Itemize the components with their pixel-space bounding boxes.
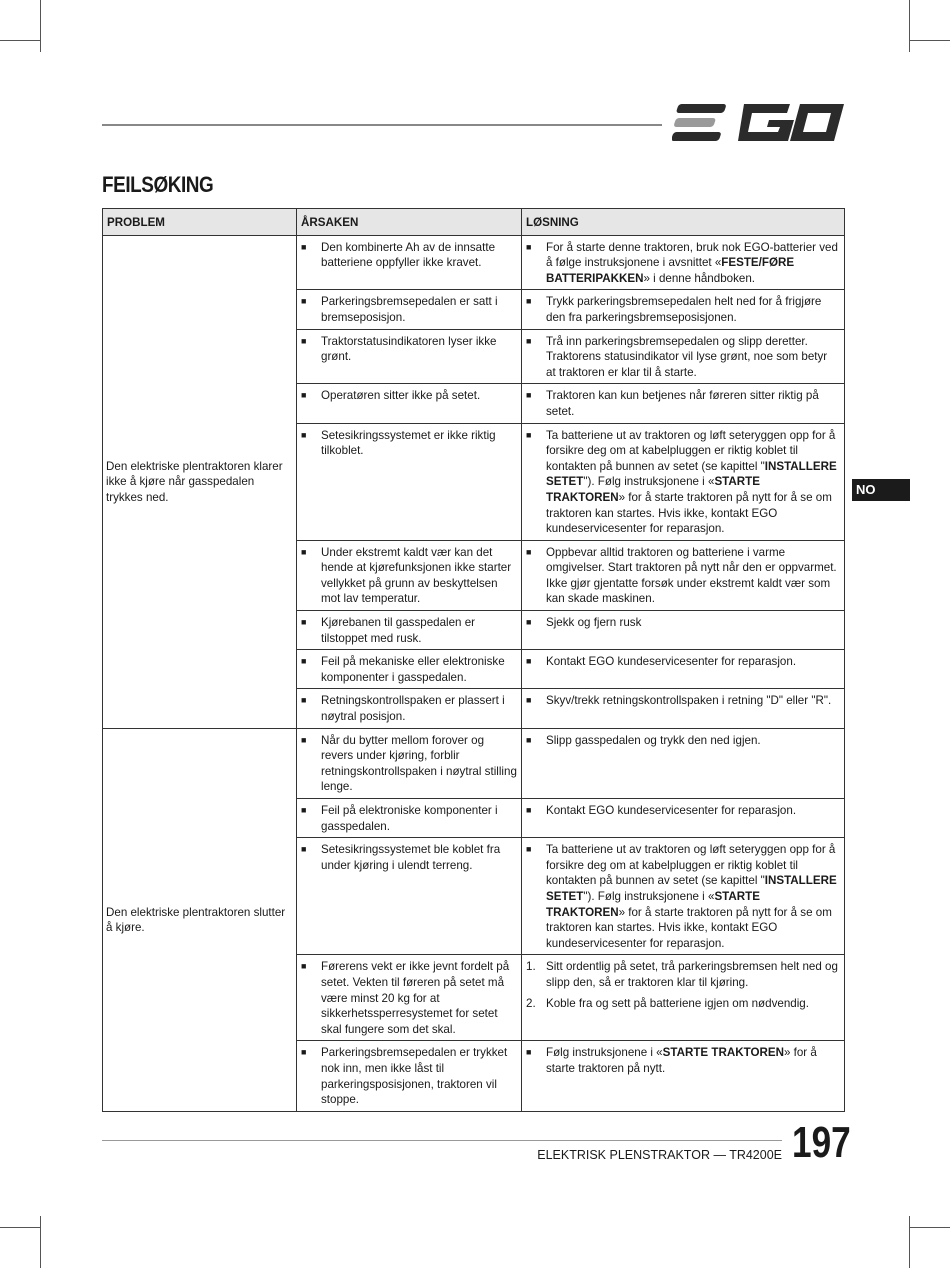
language-tab: NO <box>852 479 910 501</box>
bullet-icon: ■ <box>301 805 307 815</box>
bullet-icon: ■ <box>526 805 532 815</box>
solution-cell: ■ Kontakt EGO kundeservicesenter for reparasjon. <box>522 799 845 838</box>
bullet-icon: ■ <box>301 241 307 252</box>
solution-cell: ■ Slipp gasspedalen og trykk den ned igjen. <box>522 728 845 798</box>
cause-cell: ■ Traktorstatusindikatoren lyser ikke grønt. <box>297 329 522 384</box>
cause-cell: ■ Førerens vekt er ikke jevnt fordelt på setet. Vekten til føreren på setet må være minst 20 kg for at sikkerhetssperresystemet for setet skal fungere som det skal. <box>297 955 522 1041</box>
table-row <box>103 235 845 290</box>
numbered-step: 1. Sitt ordentlig på setet, trå parkeringsbremsen helt ned og slipp den, så er traktoren klar til kjøring. <box>526 960 838 989</box>
numbered-step: 2. Koble fra og sett på batteriene igjen om nødvendig. <box>526 996 809 1010</box>
cause-cell: ■ Operatøren sitter ikke på setet. <box>297 384 522 423</box>
solution-cell: ■ Følg instruksjonene i «STARTE TRAKTOREN» for å starte traktoren på nytt. <box>522 1041 845 1111</box>
solution-cell <box>522 955 845 1041</box>
solution-cell: ■ Ta batteriene ut av traktoren og løft seteryggen opp for å forsikre deg om at kabelpluggen er riktig koblet til kontakten på bunnen av setet (se kapittel "INSTALLERE SETET"). Følg instruksjonene i «STARTE TRAKTOREN» for å starte traktoren på nytt for å se om traktoren kan startes. Hvis ikke, kontakt EGO kundeservicesenter for reparasjon. <box>522 423 845 540</box>
header-solution: LØSNING <box>522 209 845 236</box>
bullet-icon: ■ <box>526 546 532 557</box>
solution-cell: ■ Kontakt EGO kundeservicesenter for reparasjon. <box>522 650 845 689</box>
solution-cell: ■ Skyv/trekk retningskontrollspaken i retning "D" eller "R". <box>522 689 845 728</box>
cause-cell: ■ Parkeringsbremsepedalen er trykket nok inn, men ikke låst til parkeringsposisjonen, traktoren vil stoppe. <box>297 1041 522 1111</box>
bullet-icon: ■ <box>526 734 532 745</box>
cause-cell: ■ Når du bytter mellom forover og revers under kjøring, forblir retningskontrollspaken i nøytral stilling lenge. <box>297 728 522 798</box>
bullet-icon: ■ <box>526 241 532 252</box>
bullet-icon: ■ <box>301 695 307 706</box>
crop-mark <box>40 1216 41 1268</box>
section-title: FEILSØKING <box>102 172 214 197</box>
solution-cell: ■ Oppbevar alltid traktoren og batteriene i varme omgivelser. Start traktoren på nytt når den er oppvarmet. Ikke gjør gjentatte forsøk under ekstremt kaldt vær som kan skade maskinen. <box>522 540 845 610</box>
bullet-icon: ■ <box>301 429 307 440</box>
footer-rule <box>102 1140 782 1141</box>
bullet-icon: ■ <box>526 335 532 346</box>
footer-product-name: ELEKTRISK PLENSTRAKTOR — TR4200E <box>537 1148 782 1162</box>
bullet-icon: ■ <box>526 1047 532 1058</box>
header-problem: PROBLEM <box>103 209 297 236</box>
problem-cell: Den elektriske plentraktoren klarer ikke å kjøre når gasspedalen trykkes ned. <box>103 235 297 728</box>
bullet-icon: ■ <box>301 656 307 667</box>
troubleshooting-table <box>102 208 845 1112</box>
bullet-icon: ■ <box>301 390 307 401</box>
bullet-icon: ■ <box>526 617 532 628</box>
solution-cell: ■ Sjekk og fjern rusk <box>522 611 845 650</box>
solution-cell: ■ Trykk parkeringsbremsepedalen helt ned for å frigjøre den fra parkeringsbremseposisjonen. <box>522 290 845 329</box>
bullet-icon: ■ <box>301 335 307 346</box>
header-rule <box>102 124 662 126</box>
bullet-icon: ■ <box>301 617 307 628</box>
cause-cell: ■ Feil på mekaniske eller elektroniske komponenter i gasspedalen. <box>297 650 522 689</box>
crop-mark <box>909 0 910 52</box>
cause-cell: ■ Feil på elektroniske komponenter i gasspedalen. <box>297 799 522 838</box>
crop-mark <box>910 1227 950 1228</box>
bullet-icon: ■ <box>526 844 532 855</box>
cause-cell: ■ Kjørebanen til gasspedalen er tilstoppet med rusk. <box>297 611 522 650</box>
bullet-icon: ■ <box>301 296 307 307</box>
cause-cell: ■ Setesikringssystemet er ikke riktig tilkoblet. <box>297 423 522 540</box>
problem-cell: Den elektriske plentraktoren slutter å kjøre. <box>103 728 297 1111</box>
cause-cell: ■ Setesikringssystemet ble koblet fra under kjøring i ulendt terreng. <box>297 838 522 955</box>
bullet-icon: ■ <box>301 546 307 557</box>
bullet-icon: ■ <box>526 429 532 440</box>
crop-mark <box>0 1227 40 1228</box>
cause-cell: ■ Parkeringsbremsepedalen er satt i bremseposisjon. <box>297 290 522 329</box>
bullet-icon: ■ <box>526 656 532 667</box>
bullet-icon: ■ <box>526 695 532 706</box>
bullet-icon: ■ <box>526 390 532 401</box>
bullet-icon: ■ <box>301 961 307 972</box>
crop-mark <box>909 1216 910 1268</box>
solution-cell: ■ Trå inn parkeringsbremsepedalen og slipp deretter. Traktorens statusindikator vil lyse grønt, noe som betyr at traktoren er klar til å starte. <box>522 329 845 384</box>
bullet-icon: ■ <box>301 1047 307 1058</box>
cause-cell: ■ Retningskontrollspaken er plassert i nøytral posisjon. <box>297 689 522 728</box>
crop-mark <box>0 40 40 41</box>
solution-cell: ■ Traktoren kan kun betjenes når føreren sitter riktig på setet. <box>522 384 845 423</box>
header-cause: ÅRSAKEN <box>297 209 522 236</box>
bullet-icon: ■ <box>301 734 307 745</box>
crop-mark <box>910 40 950 41</box>
solution-cell: ■ For å starte denne traktoren, bruk nok EGO-batterier ved å følge instruksjonene i avsnittet «FESTE/FØRE BATTERIPAKKEN» i denne håndboken. <box>522 235 845 290</box>
cause-cell: ■ Under ekstremt kaldt vær kan det hende at kjørefunksjonen ikke starter vellykket på grunn av beskyttelsen mot lav temperatur. <box>297 540 522 610</box>
ego-logo <box>672 100 844 146</box>
bullet-icon: ■ <box>526 296 532 307</box>
bullet-icon: ■ <box>301 844 307 855</box>
table-header-row <box>103 209 845 236</box>
cause-cell: ■ Den kombinerte Ah av de innsatte batteriene oppfyller ikke kravet. <box>297 235 522 290</box>
solution-cell: ■ Ta batteriene ut av traktoren og løft seteryggen opp for å forsikre deg om at kabelpluggen er riktig koblet til kontakten på bunnen av setet (se kapittel "INSTALLERE SETET"). Følg instruksjonene i «STARTE TRAKTOREN» for å starte traktoren på nytt for å se om traktoren kan startes. Hvis ikke, kontakt EGO kundeservicesenter for reparasjon. <box>522 838 845 955</box>
page-number: 197 <box>792 1118 851 1167</box>
table-row <box>103 728 845 798</box>
crop-mark <box>40 0 41 52</box>
